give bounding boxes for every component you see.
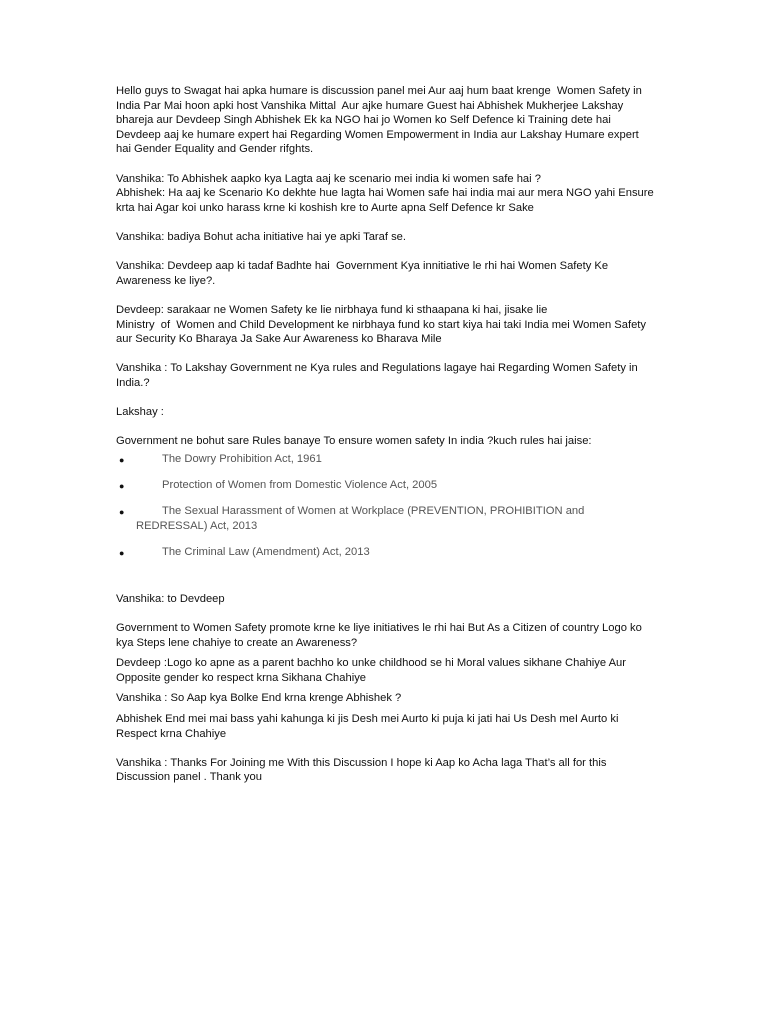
act-text: The Sexual Harassment of Women at Workplace (PREVENTION, PROHIBITION and REDRESSAL) Act, 2013 [136,504,585,532]
acts-list [116,449,656,568]
list-item [116,542,656,568]
answer-2-paragraph: Devdeep: sarakaar ne Women Safety ke lie nirbhaya fund ki sthaapana ki hai, jisake lie Ministry of Women and Child Development ke nirbhaya fund ko start kiya hai taki India mei Women Safety aur Security Ko Bharaya Ja Sake Aur Awareness ko Bharava Mile [116,303,646,346]
closing-paragraph: Vanshika : Thanks For Joining me With this Discussion I hope ki Aap ko Acha laga That’s all for this Discussion panel . Thank you [116,756,610,784]
bullet-icon: ● [119,480,125,491]
question-4-paragraph: Government to Women Safety promote krne ke liye initiatives le rhi hai But As a Citizen of country Logo ko kya Steps lene chahiye to create an Awareness? [116,622,645,649]
answer-5-paragraph: Abhishek End mei mai bass yahi kahunga ki jis Desh mei Aurto ki puja ki jati hai Us Desh meI Aurto ki Respect krna Chahiye [116,713,622,740]
bullet-icon: ● [119,506,125,517]
intro-paragraph: Hello guys to Swagat hai apka humare is discussion panel mei Aur aaj hum baat krenge Women Safety in India Par Mai hoon apki host Vanshika Mittal Aur ajke humare Guest hai Abhishek Mukherjee Lakshay bhareja aur Devdeep Singh Abhishek Ek ka NGO hai jo Women ko Self Defence ki Training dete hai Devdeep aaj ke humare expert hai Regarding Women Empowerment in India aur Lakshay Humare expert hai Gender Equality and Gender rifghts. [116,85,646,156]
document-body [116,84,656,800]
question-1-paragraph: Vanshika: To Abhishek aapko kya Lagta aaj ke scenario mei india ki women safe hai ? Abhishek: Ha aaj ke Scenario Ko dekhte hue lagta hai Women safe hai india mai aur mera NGO yahi Ensure krta hai Agar koi unko harass krne ki koshish kre to Aurte apna Self Defence kr Sake [116,172,654,214]
act-text: The Dowry Prohibition Act, 1961 [162,452,322,465]
bullet-icon: ● [119,454,125,465]
act-text: The Criminal Law (Amendment) Act, 2013 [162,545,370,558]
list-item [116,449,656,475]
question-5-paragraph: Vanshika : So Aap kya Bolke End krna krenge Abhishek ? [116,692,402,705]
question-3-paragraph: Vanshika : To Lakshay Government ne Kya rules and Regulations lagaye hai Regarding Women Safety in India.? [116,362,641,389]
question-4-label: Vanshika: to Devdeep [116,592,225,605]
act-text: Protection of Women from Domestic Violence Act, 2005 [162,478,438,491]
answer-3-intro: Government ne bohut sare Rules banaye To ensure women safety In india ?kuch rules hai jaise: [116,435,592,448]
bullet-icon: ● [119,547,125,558]
response-1-paragraph: Vanshika: badiya Bohut acha initiative hai ye apki Taraf se. [116,230,407,243]
question-2-paragraph: Vanshika: Devdeep aap ki tadaf Badhte hai Government Kya innitiative le rhi hai Women Safety Ke Awareness ke liye?. [116,260,611,287]
list-item [116,475,656,501]
list-item [116,501,656,542]
answer-4-paragraph: Devdeep :Logo ko apne as a parent bachho ko unke childhood se hi Moral values sikhane Chahiye Aur Opposite gender ko respect krna Sikhana Chahiye [116,657,630,684]
answer-3-label: Lakshay : [116,406,164,419]
